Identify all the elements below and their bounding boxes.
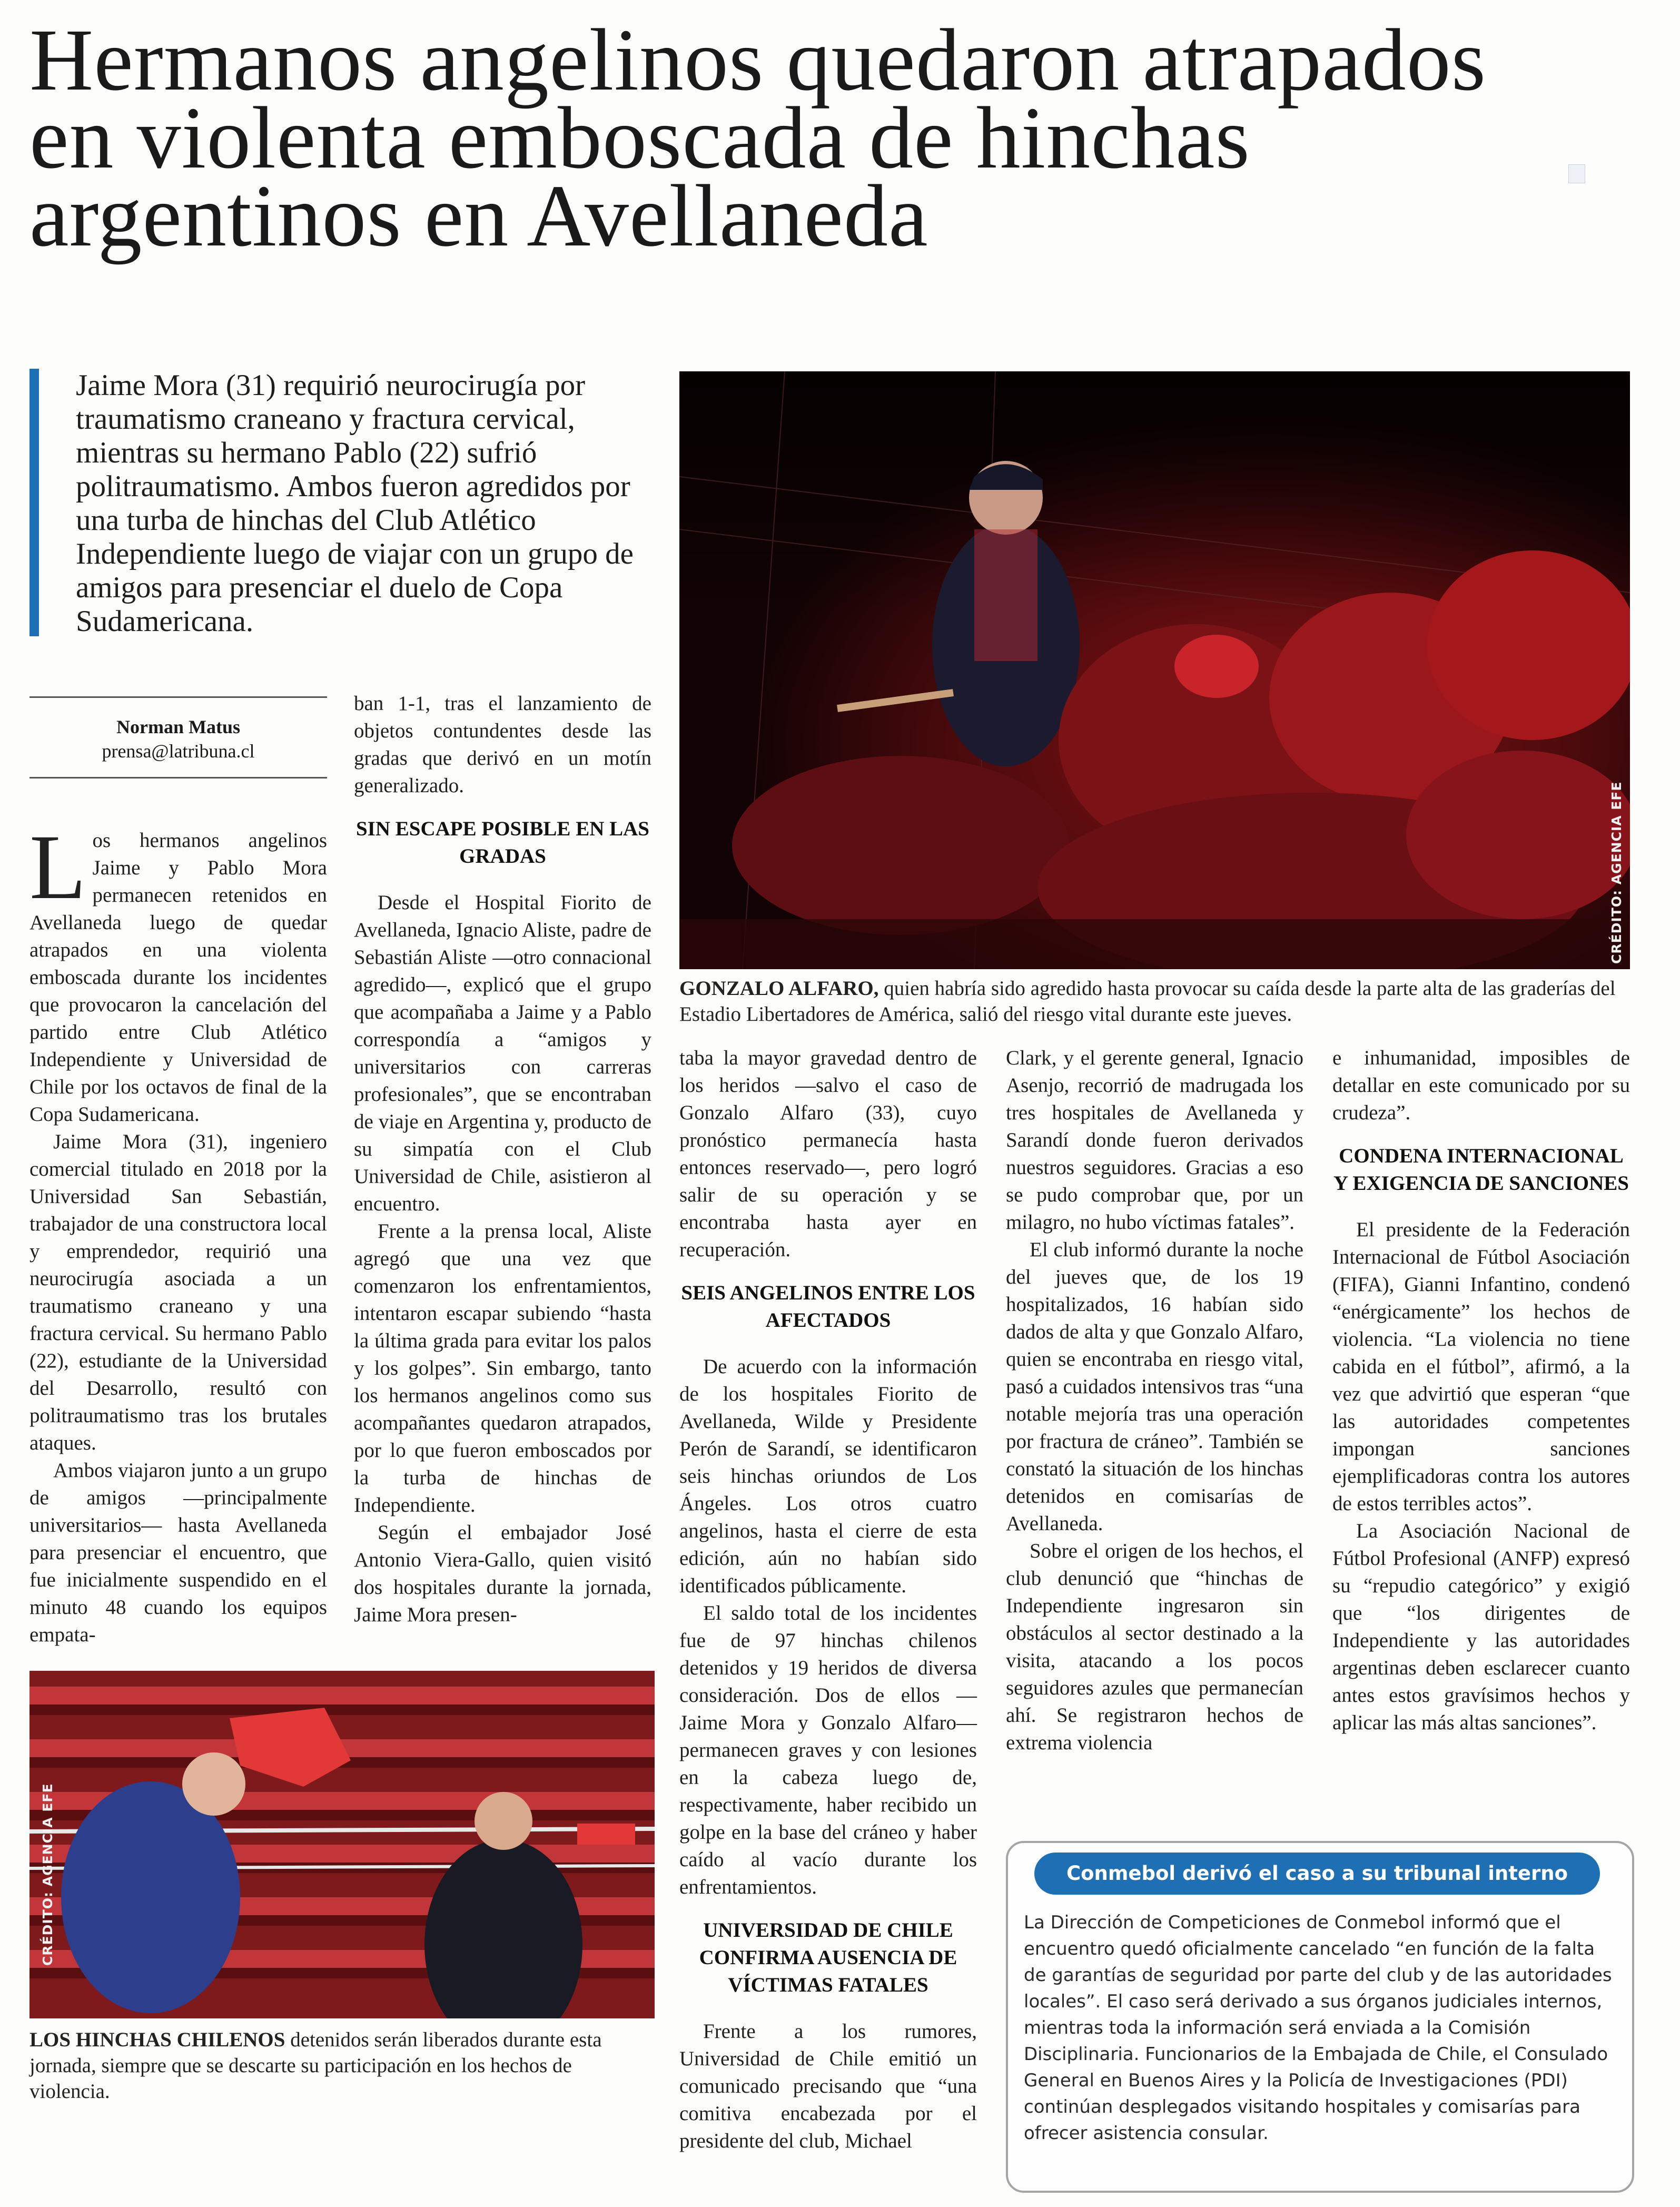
author-name: Norman Matus [116, 716, 240, 737]
article-paragraph: Sobre el origen de los hechos, el club denunció que “hinchas de Independiente ingresaron sin obstáculos al sector destinado a la visita, atacando a los pocos seguidores azules que permanecían ahí. Se registraron hechos de extrema violencia [1006, 1540, 1303, 1754]
note-marker-icon [1568, 164, 1585, 183]
caption-lead: GONZALO ALFARO, [679, 977, 879, 1000]
caption-lead: LOS HINCHAS CHILENOS [29, 2028, 285, 2051]
photo-caption [679, 976, 1630, 1027]
article-column-3 [679, 1045, 977, 2155]
section-heading: SEIS ANGELINOS ENTRE LOS AFECTADOS [681, 1282, 975, 1332]
author-email: prensa@latribuna.cl [102, 741, 255, 762]
article-paragraph: taba la mayor gravedad dentro de los heridos —salvo el caso de Gonzalo Alfaro (33), cuyo pronóstico permanecía hasta entonces reservado—, pero logró salir de su operación y se encontraba hasta ayer en recuperación. [679, 1047, 977, 1261]
section-heading: SIN ESCAPE POSIBLE EN LAS GRADAS [355, 817, 649, 868]
article-paragraph: e inhumanidad, imposibles de detallar en este comunicado por su crudeza”. [1332, 1047, 1630, 1124]
article-paragraph: El presidente de la Federación Internacional de Fútbol Asociación (FIFA), Gianni Infantino, condenó “enérgicamente” los hechos de violencia. “La violencia no tiene cabida en el fútbol”, afirmó, a la vez que advirtió que esperan “que las autoridades competentes impongan sanciones ejemplificadoras contra los autores de estos terribles actos”. [1332, 1218, 1630, 1515]
photo-credit: CRÉDITO: AGENCIA EFE [1609, 781, 1624, 964]
section-heading: CONDENA INTERNACIONAL Y EXIGENCIA DE SANCIONES [1333, 1145, 1629, 1195]
article-paragraph: Clark, y el gerente general, Ignacio Asenjo, recorrió de madrugada los tres hospitales de Avellaneda y Sarandí donde fueron derivados nuestros seguidores. Gracias a eso se pudo comprobar que, por un milagro, no hubo víctimas fatales”. [1006, 1047, 1303, 1234]
lead-paragraph: Jaime Mora (31) requirió neurocirugía por traumatismo craneano y fractura cervical, mientras su hermano Pablo (22) sufrió politraumatismo. Ambos fueron agredidos por una turba de hinchas del Club Atlético Independiente luego de viajar con un grupo de amigos para presenciar el duelo de Copa Sudamericana. [76, 369, 634, 638]
article-paragraph: ban 1-1, tras el lanzamiento de objetos contundentes desde las gradas que derivó en un motín generalizado. [354, 692, 651, 797]
caption-text: quien habría sido agredido hasta provocar su caída desde la parte alta de las graderías del Estadio Libertadores de América, salió del riesgo vital durante este jueves. [679, 977, 1616, 1026]
byline [29, 696, 327, 779]
photo-credit: CRÉDITO: AGENCIA EFE [40, 1783, 55, 1966]
caption-text: detenidos serán liberados durante esta jornada, siempre que se descarte su participación en los hechos de violencia. [29, 2028, 602, 2103]
photo-fan-with-seat-image [29, 1671, 655, 2018]
article-paragraph: El saldo total de los incidentes fue de 97 hinchas chilenos detenidos y 19 heridos de diversa consideración. Dos de ellos —Jaime Mora y Gonzalo Alfaro— permanecen graves y con lesiones en la cabeza luego de, respectivamente, haber recibido un golpe en la base del cráneo y haber caído al vacío durante los enfrentamientos. [679, 1602, 977, 1898]
article-column-1 [29, 816, 327, 1649]
article-paragraph: Según el embajador José Antonio Viera-Gallo, quien visitó dos hospitales durante la jornada, Jaime Mora presen- [354, 1521, 651, 1626]
section-heading: UNIVERSIDAD DE CHILE CONFIRMA AUSENCIA DE VÍCTIMAS FATALES [699, 1919, 957, 1996]
article-paragraph: Frente a la prensa local, Aliste agregó que una vez que comenzaron los enfrentamientos, intentaron escapar subiendo “hasta la última grada para evitar los palos y los golpes”. Sin embargo, tanto los hermanos angelinos como sus acompañantes quedaron atrapados, por lo que fueron emboscados por la turba de hinchas de Independiente. [354, 1220, 651, 1516]
photo-fan-with-seat [29, 1671, 655, 2018]
drop-cap: L [29, 816, 86, 919]
article-paragraph: Jaime Mora (31), ingeniero comercial titulado en 2018 por la Universidad San Sebastián, trabajador de una constructora local y emprendedor, requirió una neurocirugía asociada a un traumatismo craneano y una fractura cervical. Su hermano Pablo (22), estudiante de la Universidad del Desarrollo, resultó con politraumatismo tras los brutales ataques. [29, 1130, 327, 1454]
headline: Hermanos angelinos quedaron atrapados en violenta emboscada de hinchas argentinos en Avellaneda [29, 11, 1487, 265]
sidebar-box [1006, 1841, 1634, 2193]
article-column-4 [1006, 1045, 1303, 1757]
article-column-5 [1332, 1045, 1630, 1737]
article-paragraph: Frente a los rumores, Universidad de Chile emitió un comunicado precisando que “una comitiva encabezada por el presidente del club, Michael [679, 2020, 977, 2152]
article-paragraph: La Asociación Nacional de Fútbol Profesional (ANFP) expresó su “repudio categórico” y exigió que “los dirigentes de Independiente y las autoridades argentinas deben esclarecer cuanto antes estos gravísimos hechos y aplicar las más altas sanciones”. [1332, 1520, 1630, 1734]
article-paragraph: Ambos viajaron junto a un grupo de amigos —principalmente universitarios— hasta Avellaneda para presenciar el encuentro, que fue inicialmente suspendido en el minuto 48 cuando los equipos empata- [29, 1459, 327, 1646]
article-column-2 [354, 690, 651, 1629]
sidebar-box-title: Conmebol derivó el caso a su tribunal interno [1034, 1853, 1600, 1895]
article-paragraph: De acuerdo con la información de los hospitales Fiorito de Avellaneda, Wilde y Presidente Perón de Sarandí, se identificaron seis hinchas oriundos de Los Ángeles. Los otros cuatro angelinos, hasta el cierre de esta edición, aún no habían sido identificados públicamente. [679, 1355, 977, 1597]
photo-fans-clash [679, 371, 1630, 969]
lead-paragraph-block [29, 369, 671, 636]
photo-fans-clash-image [679, 371, 1630, 969]
article-paragraph: Los hermanos angelinos Jaime y Pablo Mora permanecen retenidos en Avellaneda luego de quedar atrapados en una violenta emboscada durante los incidentes que provocaron la cancelación del partido entre Club Atlético Independiente y Universidad de Chile por los octavos de final de la Copa Sudamericana. [29, 816, 327, 1126]
photo-caption [29, 2027, 655, 2104]
article-paragraph: El club informó durante la noche del jueves que, de los 19 hospitalizados, 16 habían sido dados de alta y que Gonzalo Alfaro, quien se encontraba en riesgo vital, pasó a cuidados intensivos tras “una notable mejoría tras una operación por fractura de cráneo”. También se constató la situación de los hinchas detenidos en comisarías de Avellaneda. [1006, 1238, 1303, 1535]
sidebar-box-text: La Dirección de Competiciones de Conmebol informó que el encuentro quedó oficialmente cancelado “en función de la falta de garantías de seguridad por parte del club y de las autoridades locales”. El caso será derivado a sus órganos judiciales internos, mientras toda la información será enviada a la Comisión Disciplinaria. Funcionarios de la Embajada de Chile, el Consulado General en Buenos Aires y la Policía de Investigaciones (PDI) continúan desplegados visitando hospitales y comisarías para ofrecer asistencia consular. [1024, 1912, 1612, 2144]
article-paragraph: Desde el Hospital Fiorito de Avellaneda, Ignacio Aliste, padre de Sebastián Aliste —otro connacional agredido—, explicó que el grupo que acompañaba a Jaime y a Pablo correspondía a “amigos y universitarios con carreras profesionales”, que se encontraban de viaje en Argentina y, producto de su simpatía con el Club Universidad de Chile, asistieron al encuentro. [354, 891, 651, 1215]
